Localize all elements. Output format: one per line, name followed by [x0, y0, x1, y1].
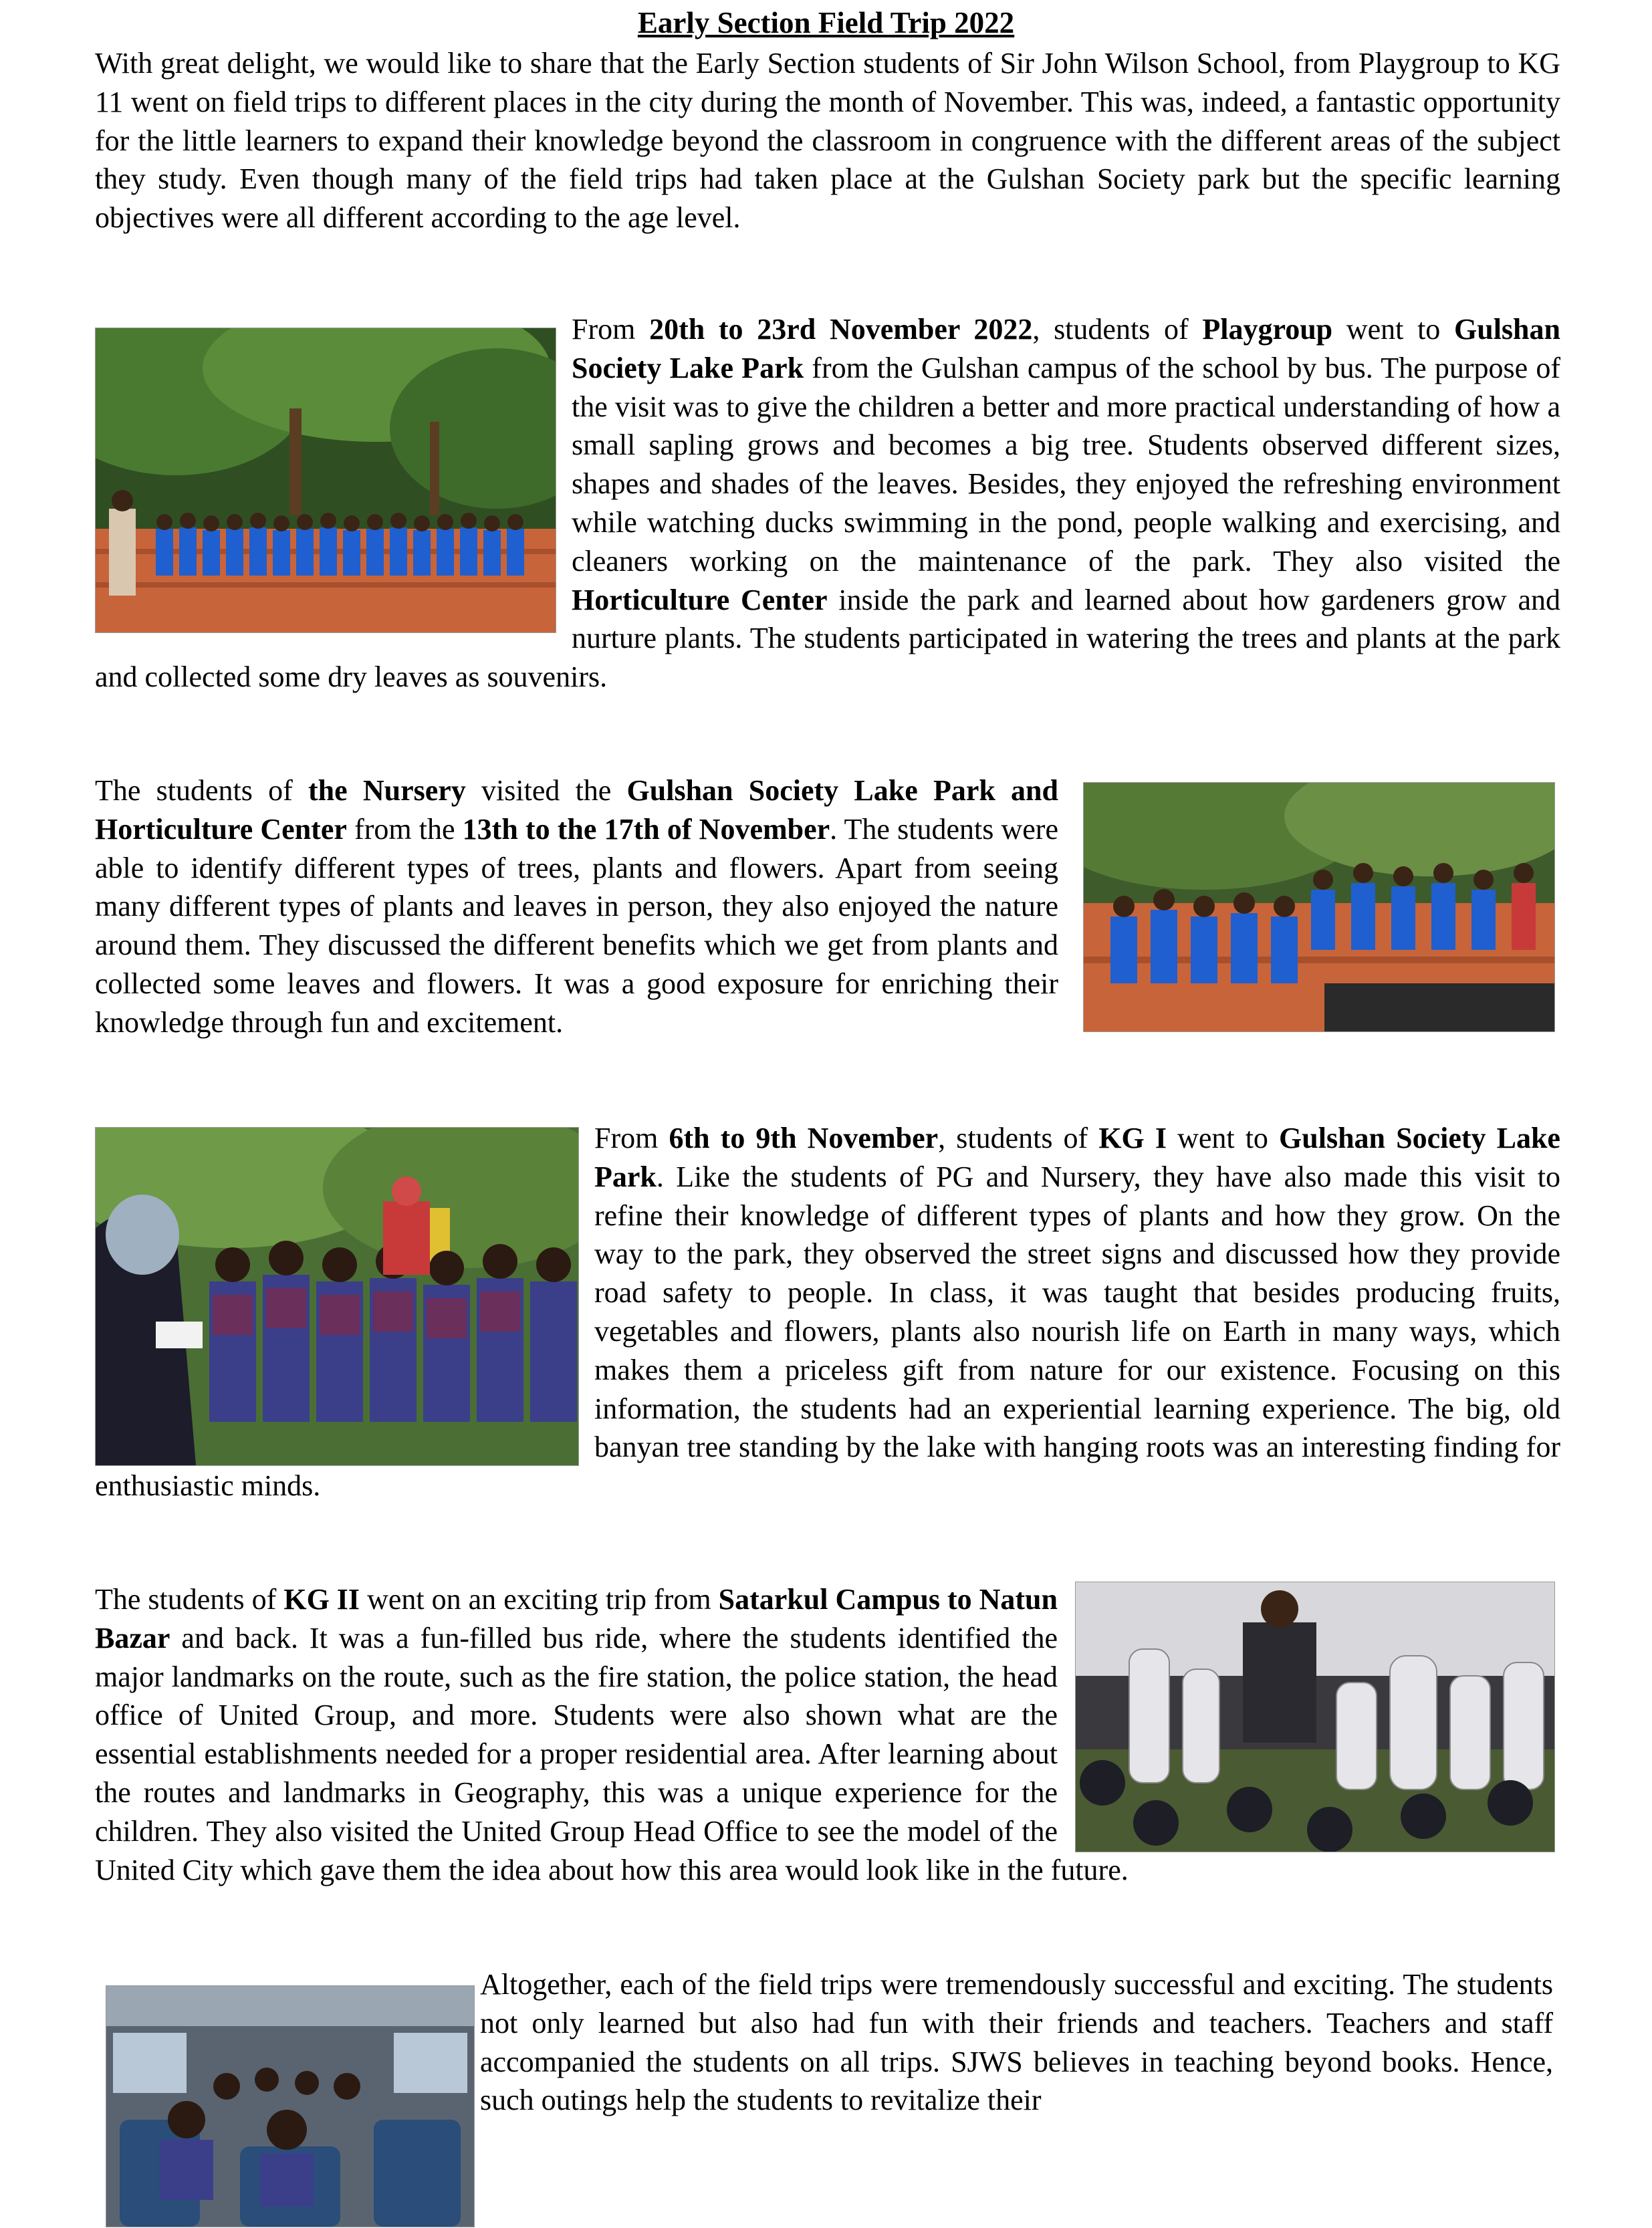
nursery-paragraph: The students of the Nursery visited the Gulshan Society Lake Park and Horticulture Center from the 13th to the 17th of November. The students were able to identify different types of trees, plants and flowers. Apart from seeing many different types of plants and leaves in person, they also enjoyed the nature around them. They discussed the different benefits which we get from plants and collected some leaves and flowers. It was a good exposure for enriching their knowledge through fun and excitement.	[95, 774, 1058, 1039]
intro-paragraph: With great delight, we would like to share that the Early Section students of Sir John Wilson School, from Playgroup to KG 11 went on field trips to different places in the city during the month of November. This was, indeed, a fantastic opportunity for the little learners to expand their knowledge beyond the classroom in congruence with the different areas of the subject they study. Even though many of the field trips had taken place at the Gulshan Society park but the specific learning objectives were all different according to the age level.	[95, 47, 1560, 235]
kg2-paragraph: The students of KG II went on an exciting trip from Satarkul Campus to Natun Bazar and back. It was a fun-filled bus ride, where the students identified the major landmarks on the route, such as the fire station, the police station, the head office of United Group, and more. Students were also shown what are the essential establishments needed for a proper residential area. After learning about the routes and landmarks in Geography, this was a unique experience for the children. They also visited the United Group Head Office to see the model of the United City which gave them the idea about how this area would look like in the future.	[95, 1580, 1560, 1889]
nursery-photo	[1083, 782, 1555, 1032]
kg2-photo-spacer	[1058, 1580, 1560, 1850]
closing-paragraph: Altogether, each of the field trips were tremendously successful and exciting. The students not only learned but also had fun with their friends and teachers. Teachers and staff accompanied the students on all trips. SJWS believes in teaching beyond books. Hence, such outings help the students to revitalize their	[480, 1968, 1553, 2117]
kg1-paragraph: From 6th to 9th November, students of KG I went to Gulshan Society Lake Park. Like the students of PG and Nursery, they have also made this visit to refine their knowledge of different types of plants and how they grow. On the way to the park, they observed the street signs and discussed how they provide road safety to people. In class, it was taught that besides producing fruits, vegetables and flowers, plants also nourish life on Earth in many ways, which makes them a priceless gift from nature for our existence. Focusing on this information, the students had an experiential learning experience. The big, old banyan tree standing by the lake with hanging roots was an interesting finding for enthusiastic minds.	[95, 1119, 1560, 1505]
playgroup-paragraph: From 20th to 23rd November 2022, students of Playgroup went to Gulshan Society Lake Park from the Gulshan campus of the school by bus. The purpose of the visit was to give the children a better and more practical understanding of how a small sapling grows and becomes a big tree. Students observed different sizes, shapes and shades of the leaves. Besides, they enjoyed the refreshing environment while watching ducks swimming in the pond, people walking and exercising, and cleaners working on the maintenance of the park. They also visited the Horticulture Center inside the park and learned about how gardeners grow and nurture plants. The students participated in watering the trees and plants at the park and collected some dry leaves as souvenirs.	[95, 310, 1560, 697]
page-title: Early Section Field Trip 2022	[637, 6, 1015, 39]
bus-photo	[106, 1985, 475, 2227]
playgroup-photo-spacer	[95, 310, 572, 656]
kg1-photo-spacer	[95, 1119, 594, 1465]
